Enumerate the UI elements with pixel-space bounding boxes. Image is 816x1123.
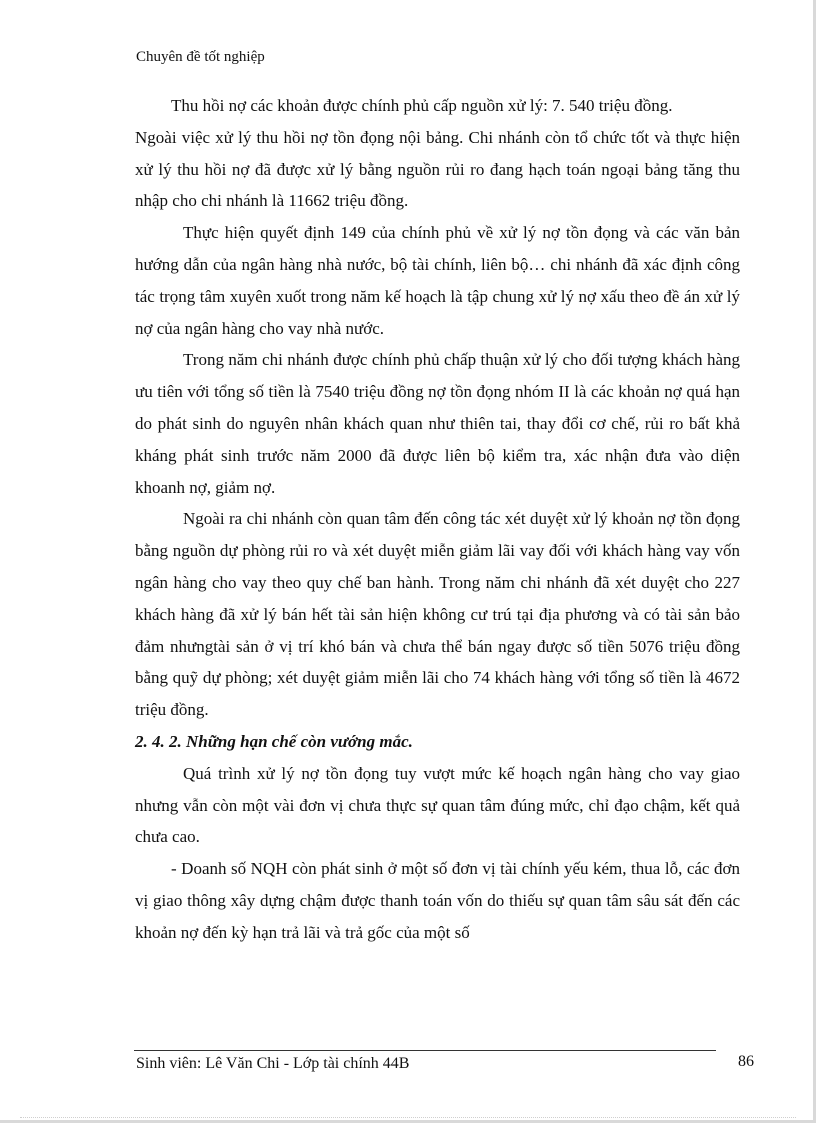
page-number: 86 (738, 1053, 754, 1070)
paragraph-limitations: Quá trình xử lý nợ tồn đọng tuy vượt mức kế hoạch ngân hàng cho vay giao nhưng vẫn còn một vài đơn vị chưa thực sự quan tâm đúng mức, chỉ đạo chậm, kết quả chưa cao. (135, 763, 740, 847)
document-body (135, 90, 740, 949)
page-bottom-border (20, 1117, 796, 1118)
paragraph-debt-recovery: Thu hồi nợ các khoản được chính phủ cấp nguồn xử lý: 7. 540 triệu đồng. (171, 96, 673, 115)
paragraph-provision-review: Ngoài ra chi nhánh còn quan tâm đến công tác xét duyệt xử lý khoản nợ tồn đọng bằng nguồn dự phòng rủi ro và xét duyệt miễn giảm lãi vay đối với khách hàng vay vốn ngân hàng cho vay theo quy chế ban hành. Trong năm chi nhánh đã xét duyệt cho 227 khách hàng đã xử lý bán hết tài sản hiện không cư trú tại địa phương và có tài sản bảo đảm nhưngtài sản ở vị trí khó bán và chưa thể bán ngay được số tiền 5076 triệu đồng bằng quỹ dự phòng; xét duyệt giảm miễn lãi cho 74 khách hàng với tổng số tiền là 4672 triệu đồng. (135, 509, 740, 720)
paragraph-priority-customers: Trong năm chi nhánh được chính phủ chấp thuận xử lý cho đối tượng khách hàng ưu tiên với tổng số tiền là 7540 triệu đồng nợ tồn đọng nhóm II là các khoản nợ quá hạn do phát sinh do nguyên nhân khách quan như thiên tai, thay đổi cơ chế, rủi ro bất khả kháng phát sinh trước năm 2000 đã được liên bộ kiểm tra, xác nhận đưa vào diện khoanh nợ, giảm nợ. (135, 350, 740, 497)
paragraph-nqh-sales: - Doanh số NQH còn phát sinh ở một số đơn vị tài chính yếu kém, thua lỗ, các đơn vị giao thông xây dựng chậm được thanh toán vốn do thiếu sự quan tâm sâu sát đến các khoản nợ đến kỳ hạn trả lãi và trả gốc của một số (135, 859, 740, 942)
footer-divider (134, 1050, 716, 1051)
paragraph-off-balance: Ngoài việc xử lý thu hồi nợ tồn đọng nội bảng. Chi nhánh còn tổ chức tốt và thực hiện xử lý thu hồi nợ đã được xử lý bằng nguồn rủi ro đang hạch toán ngoại bảng tăng thu nhập cho chi nhánh là 11662 triệu đồng. (135, 127, 740, 211)
paragraph-decision-149: Thực hiện quyết định 149 của chính phủ về xử lý nợ tồn đọng và các văn bản hướng dẫn của ngân hàng nhà nước, bộ tài chính, liên bộ… chi nhánh đã xác định công tác trọng tâm xuyên xuốt trong năm kế hoạch là tập chung xử lý nợ xấu theo đề án xử lý nợ của ngân hàng cho vay nhà nước. (135, 223, 740, 338)
footer-student: Sinh viên: Lê Văn Chi - Lớp tài chính 44B (136, 1055, 410, 1072)
page-header: Chuyên đề tốt nghiệp (136, 49, 265, 65)
section-heading: 2. 4. 2. Những hạn chế còn vướng mắc. (135, 731, 413, 751)
